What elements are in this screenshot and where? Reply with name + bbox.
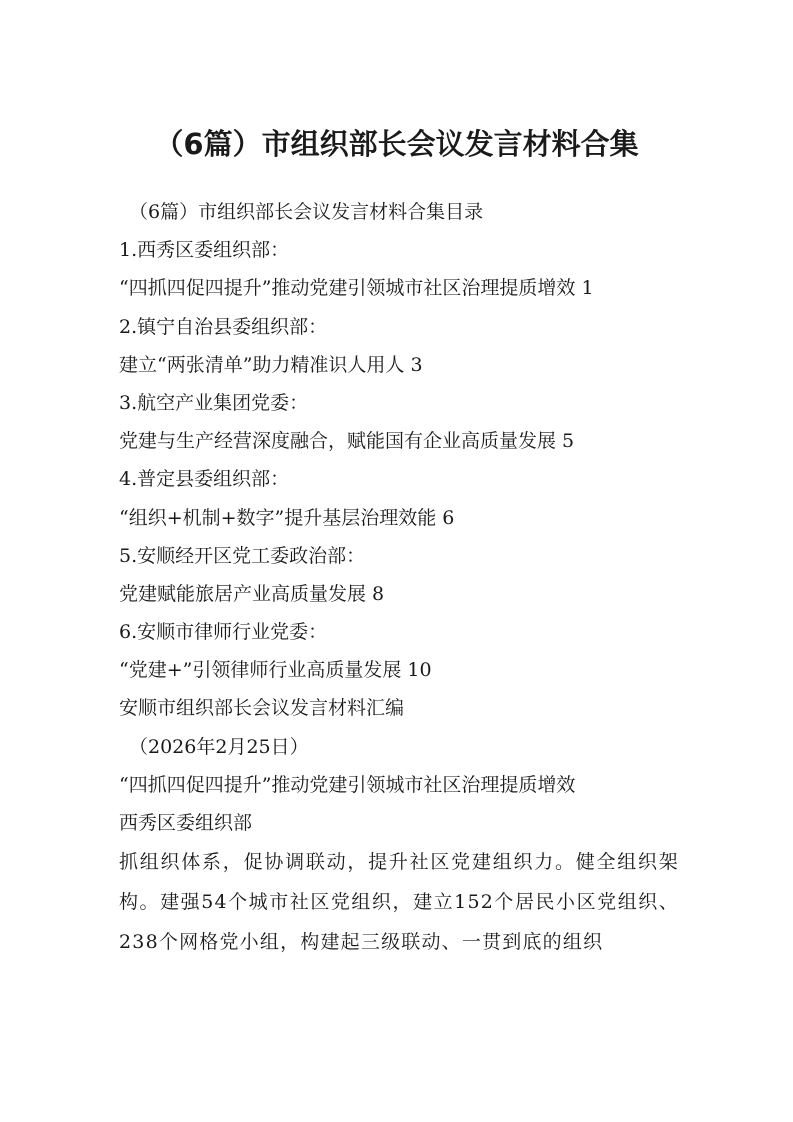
- toc-item-topic: 党建与生产经营深度融合，赋能国有企业高质量发展 5: [119, 430, 575, 453]
- toc-item-topic: “党建+”引领律师行业高质量发展 10: [119, 659, 432, 682]
- document-body: [119, 193, 679, 962]
- toc-item-org: 2.镇宁自治县委组织部：: [119, 315, 328, 338]
- compilation-date: （2026年2月25日）: [129, 735, 309, 758]
- toc-item-topic: 建立“两张清单”助力精准识人用人 3: [119, 353, 423, 376]
- toc-item-topic: “四抓四促四提升”推动党建引领城市社区治理提质增效 1: [119, 277, 594, 300]
- toc-item-topic: “组织+机制+数字”提升基层治理效能 6: [119, 506, 455, 529]
- toc-item-org: 4.普定县委组织部：: [119, 468, 290, 491]
- compilation-title: 安顺市组织部长会议发言材料汇编: [119, 697, 405, 720]
- speech-org: 西秀区委组织部: [119, 812, 253, 834]
- toc-item-org: 6.安顺市律师行业党委：: [119, 621, 328, 644]
- document-title: （6篇）市组织部长会议发言材料合集: [154, 127, 639, 161]
- toc-item-org: 5.安顺经开区党工委政治部：: [119, 544, 366, 567]
- speech-title: “四抓四促四提升”推动党建引领城市社区治理提质增效: [119, 773, 576, 796]
- toc-item-org: 1.西秀区委组织部：: [119, 239, 290, 262]
- toc-item-org: 3.航空产业集团党委：: [119, 391, 309, 414]
- toc-item-topic: 党建赋能旅居产业高质量发展 8: [119, 582, 385, 605]
- toc-heading: （6篇）市组织部长会议发言材料合集目录: [129, 201, 484, 223]
- speech-paragraph: 抓组织体系，促协调联动，提升社区党建组织力。健全组织架构。建强54个城市社区党组织，建立152个居民小区党组织、238个网格党小组，构建起三级联动、一贯到底的组织: [119, 851, 679, 954]
